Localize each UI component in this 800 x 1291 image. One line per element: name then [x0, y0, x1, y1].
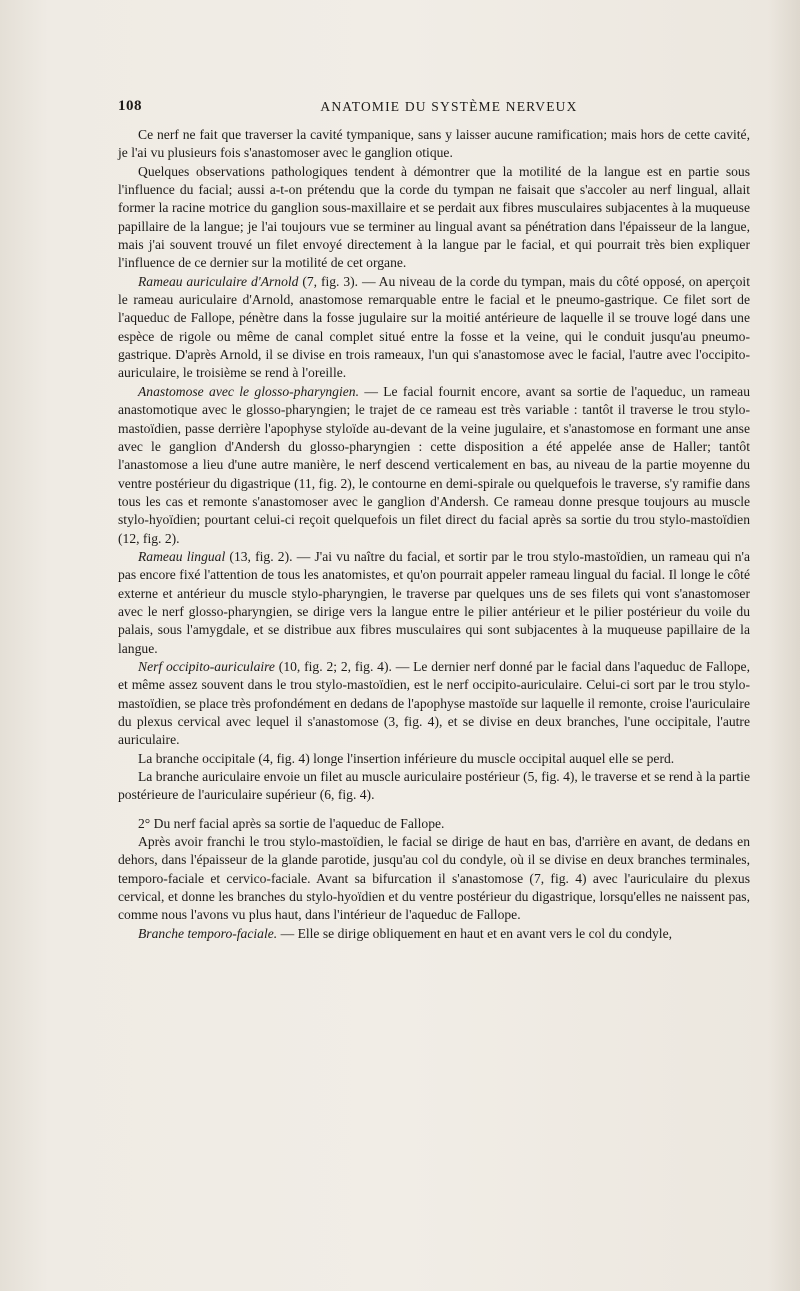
- section-heading: 2° Du nerf facial après sa sortie de l'aqueduc de Fallope.: [138, 815, 445, 831]
- paragraph: Quelques observations pathologiques tendent à démontrer que la motilité de la langue est en partie sous l'influence du facial; aussi a-t-on prétendu que la corde du tympan ne faisait que s'accoler au nerf lingual, allait former la racine motrice du ganglion sous-maxillaire et se perdait aux fibres musculaires subjacentes à la muqueuse papillaire de la langue; je l'ai toujours vue se terminer au lingual avant sa pénétration dans l'épaisseur de la langue, mais j'ai souvent trouvé un filet envoyé directement à la langue par le facial, et qui pourrait très bien expliquer l'influence de ce dernier sur la motilité de cet organe.: [118, 163, 750, 271]
- paragraph-rameau-lingual: Rameau lingual (13, fig. 2). — J'ai vu naître du facial, et sortir par le trou stylo-mastoïdien, un rameau qui n'a pas encore fixé l'attention de tous les anatomistes, et qu'on pourrait appeler rameau lingual du facial. Il longe le côté externe et antérieur du muscle stylo-pharyngien, le traverse par quelques uns de ses filets qui vont s'anastomoser avec le nerf glosso-pharyngien, se dirige vers la langue entre le pilier antérieur et le pilier postérieur du voile du palais, sous l'amygdale, et se distribue aux fibres musculaires qui sont subjacentes à la muqueuse papillaire de la langue.: [118, 548, 750, 656]
- paragraph-rameau-auriculaire: Rameau auriculaire d'Arnold (7, fig. 3). — Au niveau de la corde du tympan, mais du côté opposé, on aperçoit le rameau auriculaire d'Arnold, anastomose remarquable entre le facial et le pneumo-gastrique. Ce filet sort de l'aqueduc de Fallope, pénètre dans la fosse jugulaire sur la moitié antérieure de laquelle il se trouve logé dans une espèce de rigole ou même de canal complet situé entre la fosse et la veine, qui le conduit jusqu'au pneumo-gastrique. D'après Arnold, il se divise en trois rameaux, l'un qui s'anastomose avec le facial, l'autre avec l'occipito-auriculaire, le troisième se rend à l'oreille.: [118, 273, 750, 381]
- paragraph: Ce nerf ne fait que traverser la cavité tympanique, sans y laisser aucune ramification; mais hors de cette cavité, je l'ai vu plusieurs fois s'anastomoser avec le ganglion otique.: [118, 127, 750, 161]
- paragraph-lead: Rameau lingual: [138, 548, 226, 564]
- paragraph-lead: Anastomose avec le glosso-pharyngien.: [138, 383, 359, 399]
- paragraph-branche-temporo-faciale: Branche temporo-faciale. — Elle se dirige obliquement en haut et en avant vers le col du condyle,: [138, 925, 673, 941]
- page-number: 108: [118, 98, 142, 114]
- paragraph-lead: Branche temporo-faciale.: [138, 925, 278, 941]
- paragraph-anastomose-glosso-pharyngien: Anastomose avec le glosso-pharyngien. — Le facial fournit encore, avant sa sortie de l'aqueduc, un rameau anastomotique avec le glosso-pharyngien; le trajet de ce rameau est très variable : tantôt il traverse le trou stylo-mastoïdien, passe derrière l'apophyse styloïde au-devant de la veine jugulaire, et s'anastomose en formant une anse avec le ganglion d'Andersh du glosso-pharyngien : cette disposition a été appelée anse de Haller; tantôt l'anastomose a lieu d'une autre manière, le nerf descend verticalement en bas, au niveau de la partie moyenne du ventre postérieur du digastrique (11, fig. 2), le contourne en demi-spirale ou quelquefois le traverse, s'y ramifie dans tous les cas et remonte s'anastomoser avec le ganglion d'Andersh. Ce rameau donne presque toujours au muscle stylo-hyoïdien; pourtant celui-ci reçoit quelquefois un filet direct du facial après sa sortie du trou stylo-mastoïdien (12, fig. 2).: [118, 383, 750, 546]
- paragraph: Après avoir franchi le trou stylo-mastoïdien, le facial se dirige de haut en bas, d'arrière en avant, de dedans en dehors, dans l'épaisseur de la glande parotide, jusqu'au col du condyle, où il se divise en deux branches terminales, temporo-faciale et cervico-faciale. Avant sa bifurcation il s'anastomose (7, fig. 4) avec l'auriculaire du plexus cervical, et donne les branches du stylo-hyoïdien et du ventre postérieur du digastrique, lorsqu'elles ne naissent pas, comme nous l'avons vu plus haut, dans l'intérieur de l'aqueduc de Fallope.: [118, 834, 750, 923]
- paragraph-lead: Nerf occipito-auriculaire: [138, 658, 275, 674]
- page-header: [118, 98, 740, 118]
- body-text: [118, 126, 750, 943]
- running-head: ANATOMIE DU SYSTÈME NERVEUX: [320, 99, 578, 114]
- paragraph: La branche occipitale (4, fig. 4) longe l'insertion inférieure du muscle occipital auquel elle se perd.: [138, 750, 675, 766]
- paragraph-lead: Rameau auriculaire d'Arnold: [138, 273, 299, 289]
- paragraph: La branche auriculaire envoie un filet au muscle auriculaire postérieur (5, fig. 4), le traverse et se rend à la partie postérieure de l'auriculaire supérieur (6, fig. 4).: [118, 769, 750, 803]
- paragraph-nerf-occipito-auriculaire: Nerf occipito-auriculaire (10, fig. 2; 2, fig. 4). — Le dernier nerf donné par le facial dans l'aqueduc de Fallope, et même assez souvent dans le trou stylo-mastoïdien, est le nerf occipito-auriculaire. Celui-ci sort par le trou stylo-mastoïdien, se place très profondément en dedans de l'apophyse mastoïde sur laquelle il remonte, croise l'auriculaire du plexus cervical avec lequel il s'anastomose (3, fig. 4), et se divise en deux branches, l'une occipitale, l'autre auriculaire.: [118, 658, 750, 748]
